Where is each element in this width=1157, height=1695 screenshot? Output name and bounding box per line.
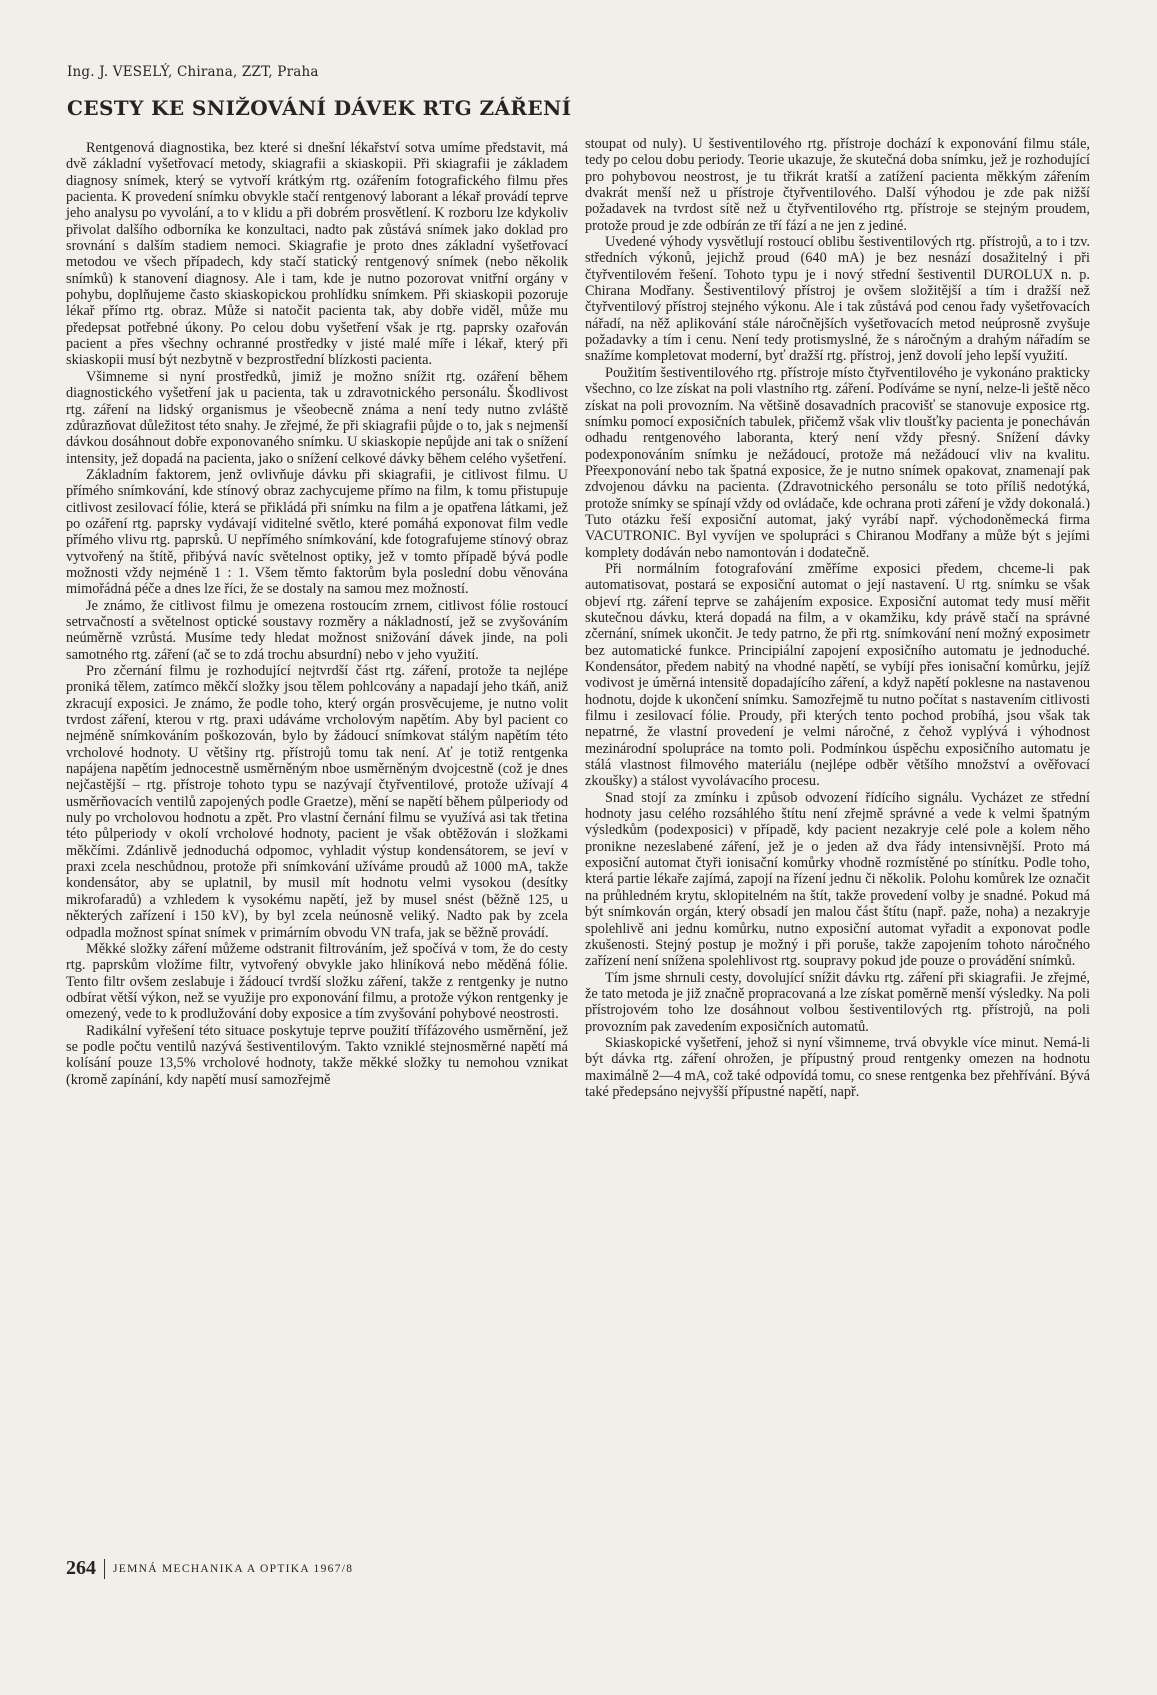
paragraph: Uvedené výhody vysvětlují rostoucí oblibu šestiventilových rtg. přístrojů, a to i tzv. středních výkonů, jejichž proud (640 mA) je bez nesnází dosažitelný i při čtyřventilovém řešení. Tohoto typu je i nový střední šestiventil DUROLUX n. p. Chirana Modřany. Šestiventilový přístroj je ovšem složitější a tím i dražší než čtyřventilový přístroj stejného výkonu. Ale i tak zůstává pod cenou řady vyšetřovacích nářadí, na něž aplikování stále náročnějších vyšetřovacích metod neúprosně zvyšuje požadavky a tím i cenu. Není tedy protismyslné, že s náročným a drahým nářadím se snažíme kompletovat moderní, byť dražší rtg. přístroj, jenž dovolí jeho lepší využití. bbox=[585, 234, 1090, 365]
article-title: CESTY KE SNIŽOVÁNÍ DÁVEK RTG ZÁŘENÍ bbox=[67, 96, 572, 120]
footer-divider bbox=[104, 1559, 105, 1579]
author-byline: Ing. J. VESELÝ, Chirana, ZZT, Praha bbox=[67, 64, 319, 80]
paragraph-continued: stoupat od nuly). U šestiventilového rtg. přístroje dochází k exponování filmu stále, tedy po celou dobu periody. Teorie ukazuje, že skutečná doba snímku, jež je rozhodující pro pohybovou neostrost, je tu třikrát kratší a zatížení pacienta měkkým zářením dvakrát menší než u přístroje čtyřventilového. Další výhodou je zde pak nižší požadavek na tvrdost sítě než u čtyřventilového rtg. přístroje se stejným proudem, protože proud je zde odbírán ze tří fází a ne jen z jediné. bbox=[585, 136, 1090, 234]
paragraph: Pro zčernání filmu je rozhodující nejtvrdší část rtg. záření, protože ta nejlépe proniká tělem, zatímco měkčí složky jsou tělem pohlcovány a napadají jeho tkáň, aniž zkracují exposici. Je známo, že podle toho, který orgán prosvěcujeme, je nutno volit tvrdost záření, kterou v rtg. praxi udáváme vrcholovým napětím. Aby byl pacient co nejméně snímkováním poškozován, bylo by žádoucí snímkovat stálým napětím této vrcholové hodnoty. U většiny rtg. přístrojů tomu tak není. Ať je totiž rentgenka napájena napětím jednocestně usměrněným nboe usměrněným dvojcestně (což je dnes nejčastější – rtg. přístroje tohoto typu se nazývají čtyřventilové, protože užívají 4 usměrňovacích ventilů zapojených podle Graetze), mění se napětí během půlperiody od nuly po vrcholovou hodnotu a zpět. Pro vlastní černání filmu se využívá asi tak třetina této půlperiody v okolí vrcholové hodnoty, pacient je však obtěžován i složkami měkčími. Zdánlivě jednoduchá odpomoc, vyhladit výstup kondensátorem, se jeví v praxi zcela neschůdnou, protože při snímkování užíváme proudů až 1000 mA, takže kondensátor, aby se uplatnil, by musil mít hodnotu velmi vysokou (desítky mikrofaradů) a vzhledem k vysokému napětí, jež by musel snést (běžně 125, u některých zařízení i 150 kV), by byl zcela neúnosně veliký. Nadto pak by zcela odpadla možnost spínat snímek v primárním obvodu VN trafa, jak se běžně provádí. bbox=[66, 663, 568, 941]
left-column bbox=[66, 140, 568, 1088]
paragraph: Rentgenová diagnostika, bez které si dnešní lékařství sotva umíme představit, má dvě základní vyšetřovací metody, skiagrafii a skiaskopii. Při skiagrafii je základem diagnosy snímek, který se vytvoří krátkým rtg. ozářením fotografického filmu přes pacienta. K provedení snímku obvykle stačí rentgenový laborant a lékař provádí teprve jeho analysu po vyvolání, a to v klidu a při dobrém prosvětlení. K rozboru lze kdykoliv přivolat dalšího odborníka ke konzultaci, nadto pak zůstává snímek jako doklad pro srovnání s dalším stadiem nemoci. Skiagrafie je proto dnes základní vyšetřovací metodou ve všech případech, kdy stačí statický rentgenový snímek (nebo několik snímků) k stanovení diagnosy. Ale i tam, kde je nutno pozorovat vnitřní orgány v pohybu, doplňujeme často skiaskopickou prohlídku snímkem. Při skiaskopii pozoruje lékař přímo rtg. obraz. Může si natočit pacienta tak, aby dobře viděl, může mu předepsat potřebné úkony. Po celou dobu vyšetření však je rtg. paprsky ozařován pacient a přes všechny ochranné prostředky v jisté malé míře i lékař, který při skiaskopii musí být nezbytně v bezprostřední blízkosti pacienta. bbox=[66, 140, 568, 369]
paragraph: Tím jsme shrnuli cesty, dovolující snížit dávku rtg. záření při skiagrafii. Je zřejmé, že tato metoda je již značně propracovaná a lze získat poměrně menší výsledky. Na poli přístrojovém toho lze dosáhnout volbou šestiventilových rtg. přístrojů, na poli provozním pak zavedením exposičních automatů. bbox=[585, 969, 1090, 1035]
page-number: 264 bbox=[66, 1557, 96, 1579]
paragraph: Snad stojí za zmínku i způsob odvození řídícího signálu. Vycházet ze střední hodnoty jasu celého rozsáhlého štítu není zřejmě správné a vede k velmi špatným výsledkům (podexposici) v případě, kdy pacient nezakryje celé pole a kolem něho pronikne nezeslabené záření, jež je o jeden až dva řády intensivnější. Proto má exposiční automat čtyři ionisační komůrky vhodně rozmístěné po stínítku. Podle toho, která partie lékaře zajímá, zapojí na řízení jednu či několik. Polohu komůrek lze označit na průhledném krytu, sklopitelném na štít, takže provedení volby je snadné. Pokud má být snímkován orgán, který obsadí jen malou část štítu (např. paže, noha) a nezakryje spolehlivě ani jednu komůrku, nutno exposiční automat vyřadit a exponovat podle zkušenosti. Stejný postup je možný i při poruše, takže zapojením tohoto náročného zařízení není snížena spolehlivost rtg. soupravy pokud jde pouze o provádění snímků. bbox=[585, 789, 1090, 970]
paragraph: Je známo, že citlivost filmu je omezena rostoucím zrnem, citlivost fólie rostoucí setrvačností a světelnost optické soustavy rozměry a nákladností, jež se zvyšováním neúměrně vzrůstá. Musíme tedy hledat možnost snižování dávek jinde, na poli samotného rtg. záření (ač se to zdá trochu absurdní) nebo v jeho využití. bbox=[66, 597, 568, 663]
paragraph: Základním faktorem, jenž ovlivňuje dávku při skiagrafii, je citlivost filmu. U přímého snímkování, kde stínový obraz zachycujeme přímo na film, k tomu přistupuje citlivost zesilovací fólie, která se přikládá při snímku na film a je opatřena látkami, jež po ozáření rtg. paprsky vydávají viditelné světlo, které pomáhá exponovat film vedle přímého vlivu rtg. paprsků. U nepřímého snímkování, kde fotografujeme stínový obraz vytvořený na štítě, přibývá navíc světelnost optiky, jež v tomto případě bývá podle možnosti vždy nejméně 1 : 1. Všem těmto faktorům byla poslední dobu věnována mimořádná péče a dnes lze říci, že se dostaly na samou mez možností. bbox=[66, 466, 568, 598]
paragraph: Měkké složky záření můžeme odstranit filtrováním, jež spočívá v tom, že do cesty rtg. paprskům vložíme filtr, vytvořený obvykle jako hliníková nebo měděná fólie. Tento filtr ovšem zeslabuje i žádoucí tvrdší složku záření, takže z rentgenky je nutno odbírat větší výkon, než se využije pro exponování filmu, a protože výkon rentgenky je omezený, vede to k prodlužování doby exposice a tím zvyšování pohybové neostrosti. bbox=[66, 940, 568, 1023]
page-footer bbox=[66, 1557, 353, 1580]
journal-name: JEMNÁ MECHANIKA A OPTIKA 1967/8 bbox=[113, 1562, 354, 1575]
paragraph: Skiaskopické vyšetření, jehož si nyní všimneme, trvá obvykle více minut. Nemá-li být dávka rtg. záření ohrožen, je přípustný proud rentgenky omezen na hodnotu maximálně 2—4 mA, což také odpovídá tomu, co snese rentgenka bez přehřívání. Bývá také předepsáno nejvyšší přípustné napětí, např. bbox=[585, 1034, 1090, 1100]
paragraph: Při normálním fotografování změříme exposici předem, chceme-li pak automatisovat, postará se exposiční automat o její nastavení. U rtg. snímku se však objeví rtg. záření teprve se zahájením exposice. Exposiční automat tedy musí měřit skutečnou dávku, která dopadá na film, a v okamžiku, kdy právě stačí na správné zčernání, snímek ukončit. Je tedy patrno, že při rtg. snímkování není možný exposimetr bez automatické funkce. Principiální zapojení exposičního automatu je jednoduché. Kondensátor, předem nabitý na vhodné napětí, se vybíjí přes ionisační komůrku, jejíž vodivost je úměrná intensitě dopadajícího záření, a když napětí poklesne na nastavenou hodnotu, dojde k ukončení snímku. Samozřejmě tu nutno počítat s nastavením citlivosti filmu i zesilovací fólie. Proudy, při kterých tento pochod probíhá, jsou však tak nepatrné, že vlastní provedení je velmi náročné, z čehož vyplývá i výhodnost mezinárodní spolupráce na tomto poli. Podmínkou úspěchu exposičního automatu je stálá vlastnost filmového materiálu (nejlépe odběr většího množství a ověřovací zkoušky) a stálost vyvolávacího procesu. bbox=[585, 560, 1090, 790]
paragraph: Použitím šestiventilového rtg. přístroje místo čtyřventilového je vykonáno prakticky všechno, co lze získat na poli vlastního rtg. záření. Podíváme se nyní, nelze-li ještě něco získat na poli provozním. Na většině dosavadních pracovišť se stanovuje exposice rtg. snímku pomocí exposičních tabulek, přičemž však vliv tloušťky pacienta je ponecháván odhadu rentgenového laboranta, který není vždy přesný. Snížení dávky podexponováním snímku je nežádoucí, protože má nežádoucí vliv na kvalitu. Přeexponování nebo tak špatná exposice, že je nutno snímek opakovat, znamenají pak zdvojenou dávku na pacienta. (Zdravotnického personálu se toto příliš nedotýká, protože snímky se spínají vždy od ovládače, kde ochrana proti záření je vždy dokonalá.) Tuto otázku řeší exposiční automat, jaký vyrábí např. východoněmecká firma VACUTRONIC. Byl vyvíjen ve spolupráci s Chiranou Modřany a může být s jejími komplety dodáván nebo namontován i dodatečně. bbox=[585, 364, 1090, 561]
paragraph: Všimneme si nyní prostředků, jimiž je možno snížit rtg. ozáření během diagnostického vyšetření jak u pacienta, tak u zdravotnického personálu. Škodlivost rtg. záření na lidský organismus je všeobecně známa a není tedy nutno zvláště zdůrazňovat důležitost této snahy. Je zřejmé, že při skiagrafii půjde o to, jak s nejmenší dávkou dosáhnout dobře exponovaného snímku. U skiaskopie nepůjde ani tak o snížení intensity, jež dopadá na pacienta, jako o snížení celkové dávky během celého vyšetření. bbox=[66, 368, 568, 467]
right-column bbox=[585, 136, 1090, 1100]
paragraph: Radikální vyřešení této situace poskytuje teprve použití třífázového usměrnění, jež se podle počtu ventilů nazývá šestiventilovým. Takto vzniklé stejnosměrné napětí má kolísání pouze 13,5% vrcholové hodnoty, takže měkké složky tu nemohou vznikat (kromě zapínání, kdy napětí musí samozřejmě bbox=[66, 1022, 568, 1088]
